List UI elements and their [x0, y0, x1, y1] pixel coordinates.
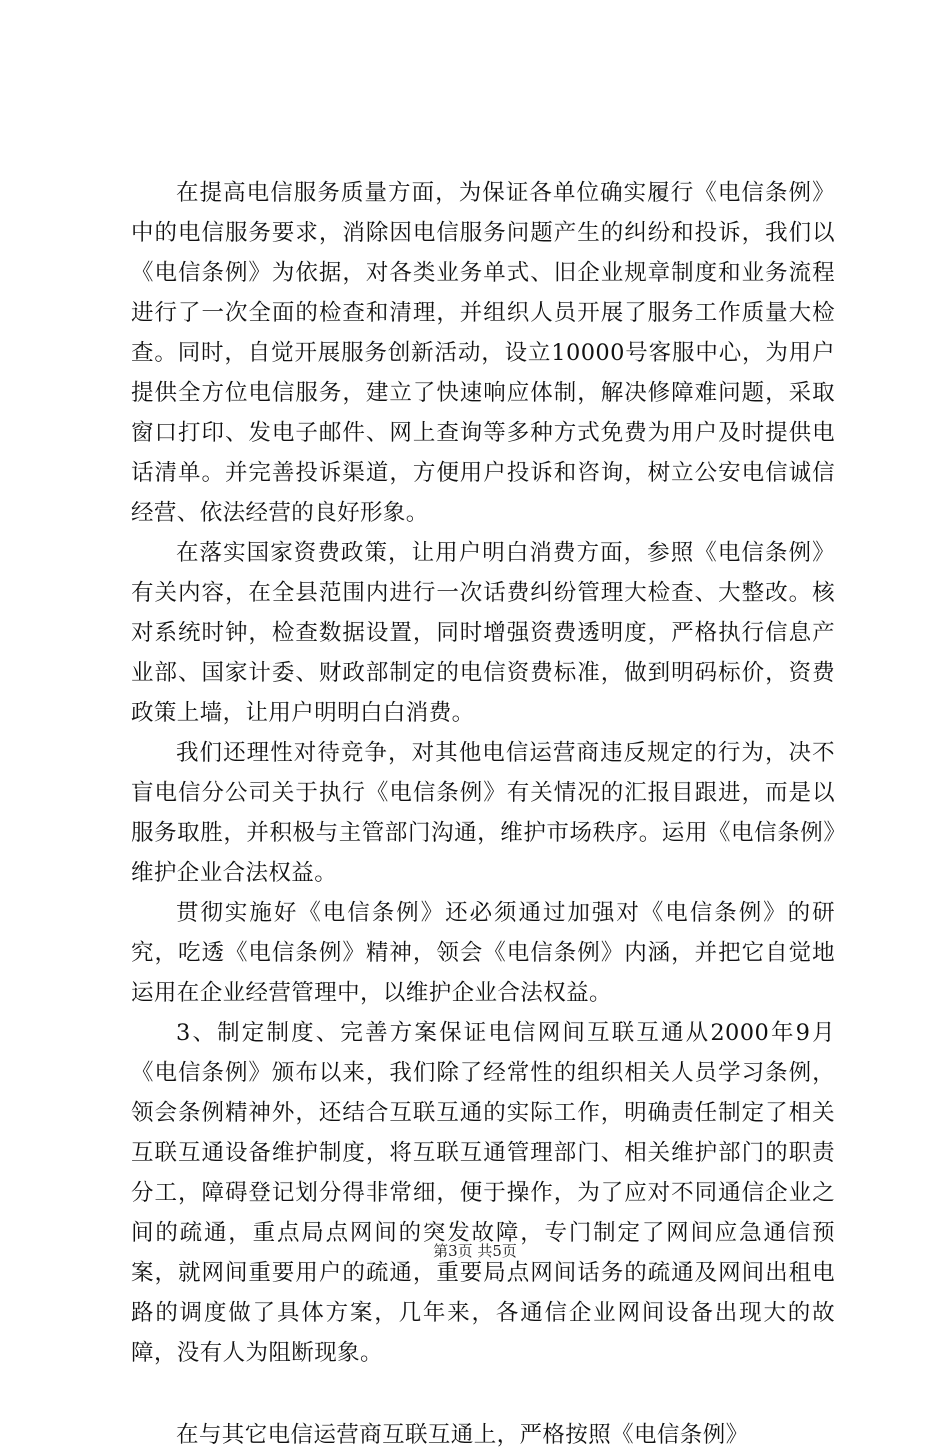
paragraph-tariff-policy: 在落实国家资费政策，让用户明白消费方面，参照《电信条例》有关内容，在全县范围内进行一次话费纠纷管理大检查、大整改。核对系统时钟，检查数据设置，同时增强资费透明度，严格执行信息产业部、国家计委、财政部制定的电信资费标准，做到明码标价，资费政策上墙，让用户明明白白消费。: [131, 540, 835, 726]
paragraph-interconnection-continued: 在与其它电信运营商互联互通上，严格按照《电信条例》: [176, 1422, 749, 1448]
paragraph-implementation: 贯彻实施好《电信条例》还必须通过加强对《电信条例》的研究，吃透《电信条例》精神，领会《电信条例》内涵，并把它自觉地运用在企业经营管理中，以维护企业合法权益。: [131, 900, 835, 1006]
paragraph-service-quality: 在提高电信服务质量方面，为保证各单位确实履行《电信条例》中的电信服务要求，消除因电信服务问题产生的纠纷和投诉，我们以《电信条例》为依据，对各类业务单式、旧企业规章制度和业务流程进行了一次全面的检查和清理，并组织人员开展了服务工作质量大检查。同时，自觉开展服务创新活动，设立10000号客服中心，为用户提供全方位电信服务，建立了快速响应体制，解决修障难问题，采取窗口打印、发电子邮件、网上查询等多种方式免费为用户及时提供电话清单。并完善投诉渠道，方便用户投诉和咨询，树立公安电信诚信经营、依法经营的良好形象。: [131, 180, 835, 526]
page-footer: 第3页 共5页: [433, 1242, 517, 1260]
paragraph-competition: 我们还理性对待竞争，对其他电信运营商违反规定的行为，决不盲电信分公司关于执行《电信条例》有关情况的汇报目跟进，而是以服务取胜，并积极与主管部门沟通，维护市场秩序。运用《电信条例》维护企业合法权益。: [131, 740, 835, 886]
document-body: [131, 173, 835, 1455]
paragraph-interconnection: 3、制定制度、完善方案保证电信网间互联互通从2000年9月《电信条例》颁布以来，我们除了经常性的组织相关人员学习条例，领会条例精神外，还结合互联互通的实际工作，明确责任制定了相关互联互通设备维护制度，将互联互通管理部门、相关维护部门的职责分工，障碍登记划分得非常细，便于操作，为了应对不同通信企业之间的疏通，重点局点网间的突发故障，专门制定了网间应急通信预案，就网间重要用户的疏通，重要局点网间话务的疏通及网间出租电路的调度做了具体方案，几年来，各通信企业网间设备出现大的故障，没有人为阻断现象。: [131, 1020, 835, 1366]
